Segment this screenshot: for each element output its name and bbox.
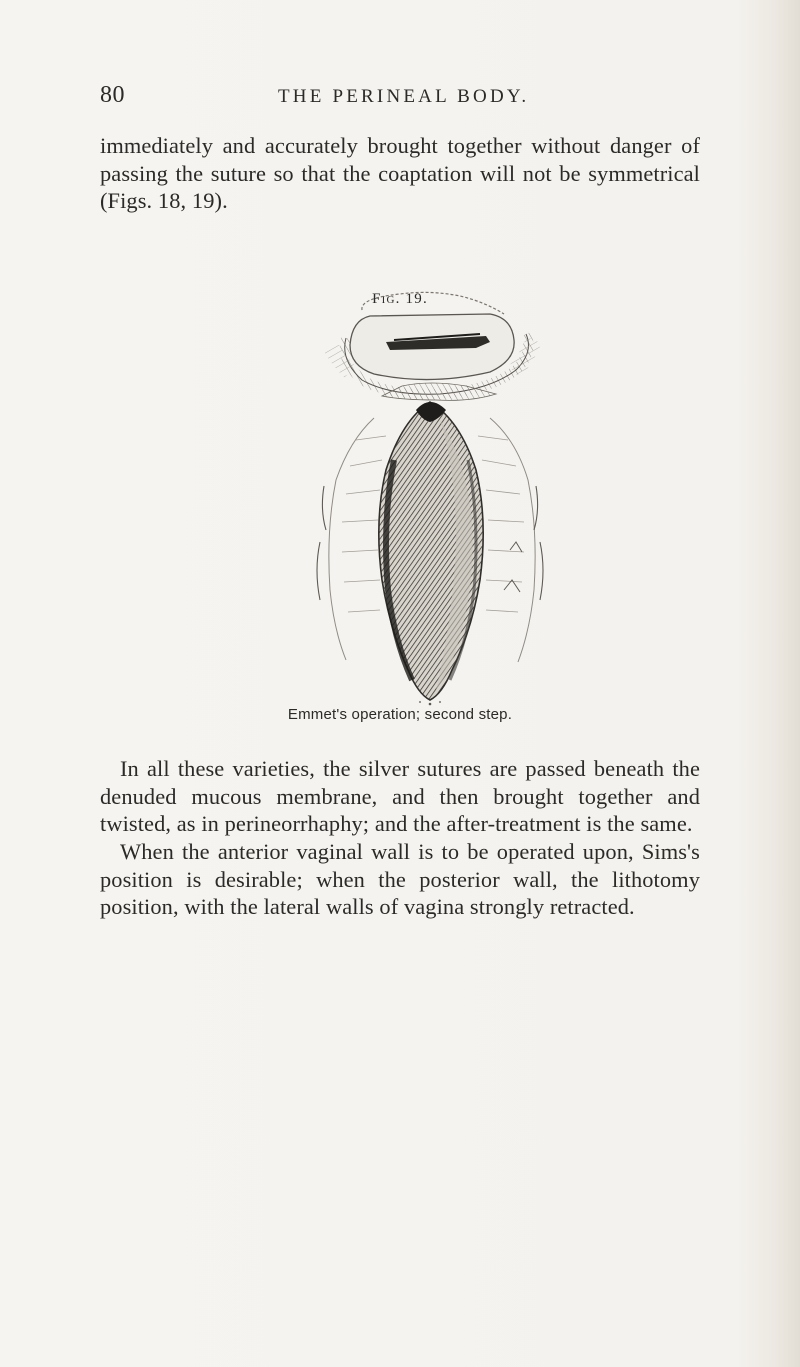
page-header <box>100 82 700 112</box>
figure-caption: Emmet's operation; second step. <box>287 706 513 723</box>
paragraph-sutures: In all these varieties, the silver sutures are passed beneath the denuded mucous membrane, and then brought together and twisted, as in perineorrhaphy; and the after-treatment is the same. <box>100 756 700 836</box>
page-number: 80 <box>100 82 125 108</box>
running-head: THE PERINEAL BODY. <box>278 86 530 107</box>
surgical-illustration-icon <box>290 290 570 710</box>
paragraph-position: When the anterior vaginal wall is to be operated upon, Sims's position is desirable; when the posterior wall, the lithotomy position, with the lateral walls of vagina strongly retracted. <box>100 839 700 919</box>
figure-label: Fig. 19. <box>372 291 428 307</box>
paragraph-continuation: immediately and accurately brought together without danger of passing the suture so that the coaptation will not be symmetrical (Figs. 18, 19). <box>100 133 700 213</box>
figure-illustration <box>290 290 570 710</box>
